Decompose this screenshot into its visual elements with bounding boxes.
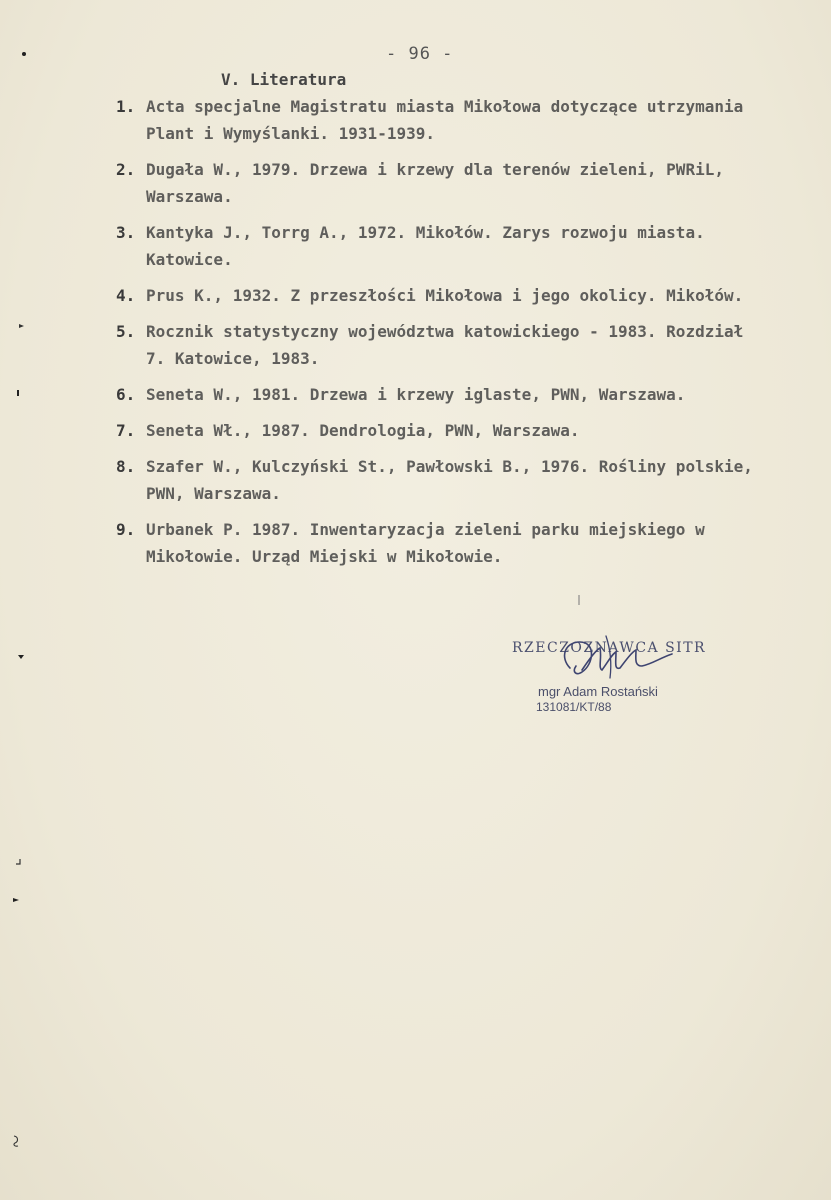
margin-mark bbox=[13, 389, 21, 397]
entry-text: Rocznik statystyczny województwa katowickiego - 1983. Rozdział 7. Katowice, 1983. bbox=[146, 322, 744, 368]
bibliography-list bbox=[116, 93, 756, 579]
page-number: - 96 - bbox=[386, 44, 454, 64]
section-heading: V. Literatura bbox=[221, 70, 347, 89]
bibliography-entry bbox=[116, 516, 756, 570]
stray-mark bbox=[577, 594, 581, 606]
bibliography-entry bbox=[116, 219, 756, 273]
stamp-number: 131081/KT/88 bbox=[536, 700, 612, 714]
entry-text: Seneta Wł., 1987. Dendrologia, PWN, Warszawa. bbox=[146, 421, 580, 440]
entry-text: Urbanek P. 1987. Inwentaryzacja zieleni parku miejskiego w Mikołowie. Urząd Miejski w Mikołowie. bbox=[146, 520, 705, 566]
bibliography-entry bbox=[116, 381, 756, 408]
stamp-title: RZECZOZNAWCA SITR bbox=[512, 640, 707, 656]
entry-text: Dugała W., 1979. Drzewa i krzewy dla terenów zieleni, PWRiL, Warszawa. bbox=[146, 160, 724, 206]
stamp-name: mgr Adam Rostański bbox=[538, 684, 658, 699]
entry-number: 5. bbox=[116, 322, 136, 341]
entry-number: 1. bbox=[116, 97, 136, 116]
bibliography-entry bbox=[116, 156, 756, 210]
entry-number: 6. bbox=[116, 385, 136, 404]
entry-number: 3. bbox=[116, 223, 136, 242]
entry-text: Acta specjalne Magistratu miasta Mikołowa dotyczące utrzymania Plant i Wymyślanki. 1931-1939. bbox=[146, 97, 744, 143]
entry-number: 8. bbox=[116, 457, 136, 476]
bibliography-entry bbox=[116, 453, 756, 507]
margin-mark bbox=[14, 858, 22, 866]
entry-text: Prus K., 1932. Z przeszłości Mikołowa i jego okolicy. Mikołów. bbox=[146, 286, 744, 305]
bibliography-entry bbox=[116, 282, 756, 309]
entry-number: 2. bbox=[116, 160, 136, 179]
margin-mark bbox=[18, 322, 26, 330]
entry-number: 7. bbox=[116, 421, 136, 440]
entry-text: Seneta W., 1981. Drzewa i krzewy iglaste, PWN, Warszawa. bbox=[146, 385, 686, 404]
entry-number: 4. bbox=[116, 286, 136, 305]
margin-mark bbox=[11, 1134, 21, 1148]
margin-mark bbox=[17, 652, 25, 660]
margin-mark bbox=[12, 896, 20, 904]
entry-text: Szafer W., Kulczyński St., Pawłowski B., 1976. Rośliny polskie, PWN, Warszawa. bbox=[146, 457, 753, 503]
entry-text: Kantyka J., Torrg A., 1972. Mikołów. Zarys rozwoju miasta. Katowice. bbox=[146, 223, 705, 269]
margin-mark bbox=[20, 50, 28, 58]
bibliography-entry bbox=[116, 318, 756, 372]
bibliography-entry bbox=[116, 417, 756, 444]
entry-number: 9. bbox=[116, 520, 136, 539]
bibliography-entry bbox=[116, 93, 756, 147]
handwritten-signature bbox=[552, 628, 692, 698]
